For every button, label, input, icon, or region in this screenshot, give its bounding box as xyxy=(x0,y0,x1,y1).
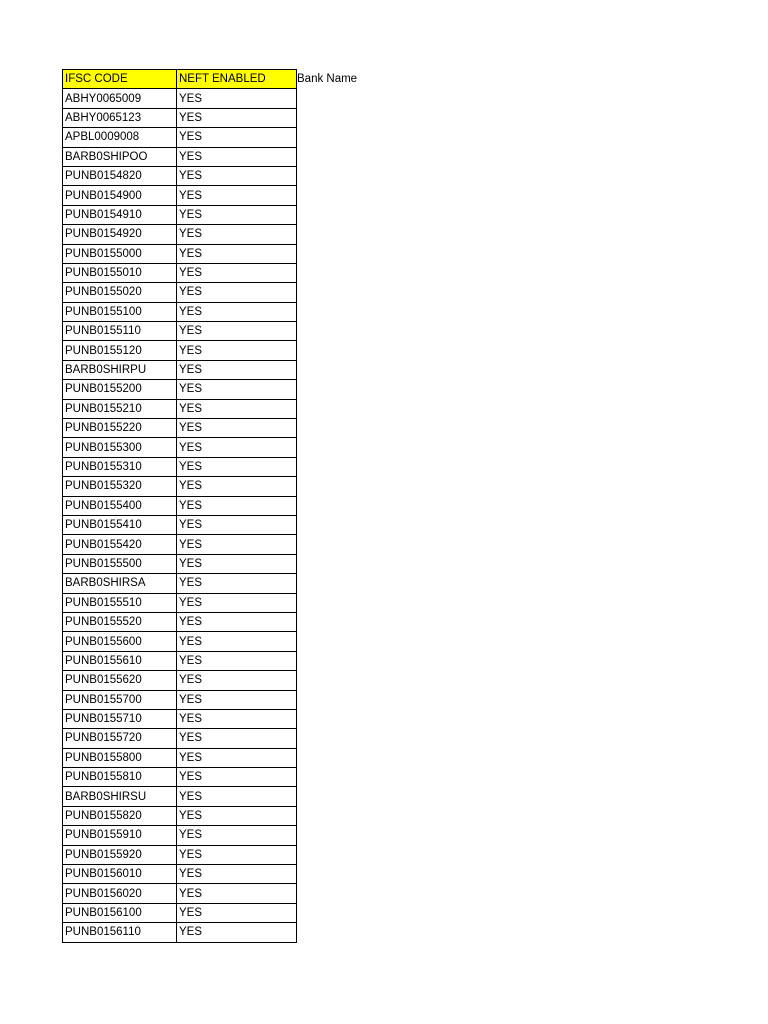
table-row xyxy=(63,923,297,942)
table-row xyxy=(63,826,297,845)
table-row xyxy=(63,477,297,496)
neft-enabled-cell: YES xyxy=(177,806,297,825)
neft-enabled-cell: YES xyxy=(177,205,297,224)
ifsc-code-cell: PUNB0155020 xyxy=(63,283,177,302)
ifsc-code-cell: PUNB0155320 xyxy=(63,477,177,496)
ifsc-code-cell: PUNB0156020 xyxy=(63,884,177,903)
neft-enabled-cell: YES xyxy=(177,438,297,457)
ifsc-table xyxy=(62,69,297,943)
table-header-row xyxy=(63,70,297,89)
neft-enabled-cell: YES xyxy=(177,709,297,728)
ifsc-code-cell: PUNB0156010 xyxy=(63,865,177,884)
ifsc-code-cell: BARB0SHIRSA xyxy=(63,574,177,593)
neft-enabled-cell: YES xyxy=(177,322,297,341)
ifsc-code-cell: PUNB0155810 xyxy=(63,768,177,787)
neft-enabled-cell: YES xyxy=(177,360,297,379)
neft-enabled-cell: YES xyxy=(177,748,297,767)
neft-enabled-cell: YES xyxy=(177,632,297,651)
ifsc-code-cell: PUNB0155200 xyxy=(63,380,177,399)
neft-enabled-cell: YES xyxy=(177,574,297,593)
table-row xyxy=(63,186,297,205)
table-row xyxy=(63,302,297,321)
neft-enabled-cell: YES xyxy=(177,787,297,806)
neft-enabled-cell: YES xyxy=(177,554,297,573)
neft-enabled-cell: YES xyxy=(177,593,297,612)
ifsc-code-cell: PUNB0155600 xyxy=(63,632,177,651)
ifsc-code-cell: ABHY0065123 xyxy=(63,108,177,127)
ifsc-code-cell: PUNB0155310 xyxy=(63,457,177,476)
neft-enabled-cell: YES xyxy=(177,244,297,263)
ifsc-code-cell: PUNB0155620 xyxy=(63,671,177,690)
neft-enabled-cell: YES xyxy=(177,826,297,845)
ifsc-code-cell: PUNB0155800 xyxy=(63,748,177,767)
neft-enabled-cell: YES xyxy=(177,128,297,147)
ifsc-code-header: IFSC CODE xyxy=(63,70,177,89)
table-row xyxy=(63,205,297,224)
table-row xyxy=(63,690,297,709)
neft-enabled-cell: YES xyxy=(177,515,297,534)
ifsc-code-cell: PUNB0154910 xyxy=(63,205,177,224)
ifsc-code-cell: PUNB0156110 xyxy=(63,923,177,942)
neft-enabled-cell: YES xyxy=(177,419,297,438)
ifsc-sheet xyxy=(62,69,297,943)
ifsc-code-cell: BARB0SHIPOO xyxy=(63,147,177,166)
neft-enabled-cell: YES xyxy=(177,380,297,399)
ifsc-code-cell: PUNB0155610 xyxy=(63,651,177,670)
table-row xyxy=(63,554,297,573)
neft-enabled-cell: YES xyxy=(177,147,297,166)
neft-enabled-cell: YES xyxy=(177,690,297,709)
table-row xyxy=(63,457,297,476)
table-row xyxy=(63,419,297,438)
ifsc-code-cell: PUNB0155500 xyxy=(63,554,177,573)
table-row xyxy=(63,225,297,244)
table-row xyxy=(63,632,297,651)
ifsc-code-cell: PUNB0155120 xyxy=(63,341,177,360)
neft-enabled-cell: YES xyxy=(177,865,297,884)
ifsc-code-cell: PUNB0155010 xyxy=(63,263,177,282)
table-row xyxy=(63,515,297,534)
neft-enabled-cell: YES xyxy=(177,302,297,321)
ifsc-code-cell: PUNB0155710 xyxy=(63,709,177,728)
table-row xyxy=(63,748,297,767)
table-row xyxy=(63,709,297,728)
ifsc-code-cell: PUNB0155700 xyxy=(63,690,177,709)
table-row xyxy=(63,322,297,341)
neft-enabled-cell: YES xyxy=(177,612,297,631)
ifsc-code-cell: PUNB0154920 xyxy=(63,225,177,244)
ifsc-code-cell: PUNB0155510 xyxy=(63,593,177,612)
neft-enabled-cell: YES xyxy=(177,89,297,108)
neft-enabled-cell: YES xyxy=(177,535,297,554)
table-row xyxy=(63,671,297,690)
neft-enabled-cell: YES xyxy=(177,768,297,787)
table-row xyxy=(63,399,297,418)
table-row xyxy=(63,865,297,884)
table-row xyxy=(63,787,297,806)
ifsc-code-cell: PUNB0154820 xyxy=(63,166,177,185)
neft-enabled-cell: YES xyxy=(177,457,297,476)
ifsc-code-cell: PUNB0155410 xyxy=(63,515,177,534)
neft-enabled-cell: YES xyxy=(177,671,297,690)
table-row xyxy=(63,244,297,263)
ifsc-code-cell: PUNB0154900 xyxy=(63,186,177,205)
table-body xyxy=(63,89,297,942)
ifsc-code-cell: PUNB0155100 xyxy=(63,302,177,321)
neft-enabled-cell: YES xyxy=(177,186,297,205)
table-row xyxy=(63,768,297,787)
ifsc-code-cell: PUNB0155420 xyxy=(63,535,177,554)
neft-enabled-cell: YES xyxy=(177,496,297,515)
ifsc-code-cell: BARB0SHIRSU xyxy=(63,787,177,806)
ifsc-code-cell: PUNB0156100 xyxy=(63,903,177,922)
neft-enabled-cell: YES xyxy=(177,729,297,748)
ifsc-code-cell: APBL0009008 xyxy=(63,128,177,147)
table-row xyxy=(63,147,297,166)
table-row xyxy=(63,806,297,825)
table-row xyxy=(63,612,297,631)
neft-enabled-cell: YES xyxy=(177,477,297,496)
table-row xyxy=(63,496,297,515)
ifsc-code-cell: PUNB0155910 xyxy=(63,826,177,845)
neft-enabled-cell: YES xyxy=(177,108,297,127)
table-row xyxy=(63,903,297,922)
neft-enabled-cell: YES xyxy=(177,263,297,282)
table-row xyxy=(63,341,297,360)
ifsc-code-cell: PUNB0155300 xyxy=(63,438,177,457)
neft-enabled-cell: YES xyxy=(177,399,297,418)
table-row xyxy=(63,89,297,108)
table-row xyxy=(63,535,297,554)
table-row xyxy=(63,574,297,593)
table-row xyxy=(63,108,297,127)
neft-enabled-cell: YES xyxy=(177,884,297,903)
neft-enabled-cell: YES xyxy=(177,166,297,185)
ifsc-code-cell: PUNB0155400 xyxy=(63,496,177,515)
table-row xyxy=(63,166,297,185)
table-row xyxy=(63,283,297,302)
ifsc-code-cell: ABHY0065009 xyxy=(63,89,177,108)
table-row xyxy=(63,651,297,670)
neft-enabled-header: NEFT ENABLED xyxy=(177,70,297,89)
ifsc-code-cell: PUNB0155920 xyxy=(63,845,177,864)
table-row xyxy=(63,845,297,864)
table-row xyxy=(63,729,297,748)
neft-enabled-cell: YES xyxy=(177,923,297,942)
neft-enabled-cell: YES xyxy=(177,903,297,922)
table-row xyxy=(63,128,297,147)
ifsc-code-cell: PUNB0155000 xyxy=(63,244,177,263)
neft-enabled-cell: YES xyxy=(177,225,297,244)
table-row xyxy=(63,438,297,457)
ifsc-code-cell: PUNB0155220 xyxy=(63,419,177,438)
ifsc-code-cell: BARB0SHIRPU xyxy=(63,360,177,379)
ifsc-code-cell: PUNB0155720 xyxy=(63,729,177,748)
table-row xyxy=(63,360,297,379)
neft-enabled-cell: YES xyxy=(177,651,297,670)
table-row xyxy=(63,593,297,612)
ifsc-code-cell: PUNB0155820 xyxy=(63,806,177,825)
table-row xyxy=(63,380,297,399)
neft-enabled-cell: YES xyxy=(177,845,297,864)
ifsc-code-cell: PUNB0155110 xyxy=(63,322,177,341)
ifsc-code-cell: PUNB0155520 xyxy=(63,612,177,631)
neft-enabled-cell: YES xyxy=(177,283,297,302)
neft-enabled-cell: YES xyxy=(177,341,297,360)
ifsc-code-cell: PUNB0155210 xyxy=(63,399,177,418)
table-row xyxy=(63,263,297,282)
table-row xyxy=(63,884,297,903)
bank-name-header: Bank Name xyxy=(297,73,358,85)
